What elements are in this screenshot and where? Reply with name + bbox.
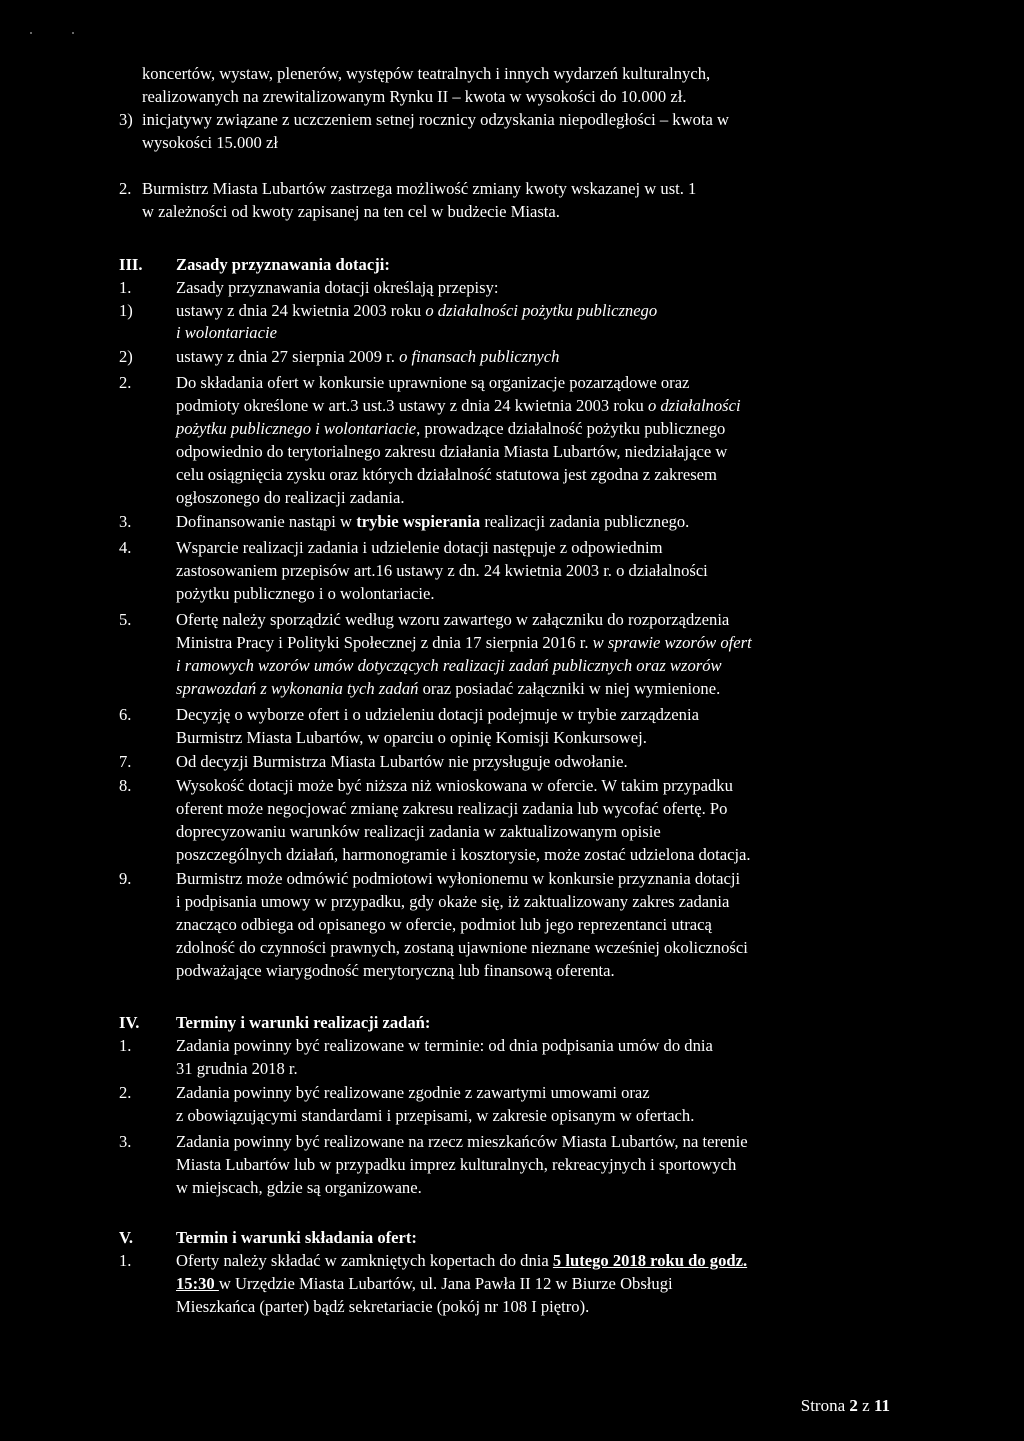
list-number: 4. — [119, 538, 132, 557]
list-item-text: Wsparcie realizacji zadania i udzielenie dotacji następuje z odpowiednim — [176, 538, 663, 557]
list-item-text: Burmistrz Miasta Lubartów, w oparciu o opinię Komisji Konkursowej. — [176, 728, 647, 747]
list-number: 8. — [119, 776, 132, 795]
list-item-text: Miasta Lubartów lub w przypadku imprez kulturalnych, rekreacyjnych i sportowych — [176, 1155, 737, 1174]
list-item-text: Zadania powinny być realizowane w terminie: od dnia podpisania umów do dnia — [176, 1036, 713, 1055]
deadline-date: 5 lutego 2018 roku do godz. — [552, 1251, 748, 1270]
list-number: 1. — [119, 1251, 132, 1270]
act-title: o finansach publicznych — [399, 347, 560, 366]
list-item-text: i podpisania umowy w przypadku, gdy okaże się, iż zaktualizowany zakres zadania — [176, 892, 730, 911]
list-item-text: oferent może negocjować zmianę zakresu realizacji zadania lub wycofać ofertę. Po — [176, 799, 728, 818]
list-item-text: Wysokość dotacji może być niższa niż wnioskowana w ofercie. W takim przypadku — [176, 776, 733, 795]
list-number: 7. — [119, 752, 132, 771]
list-item-text: znacząco odbiega od opisanego w ofercie, podmiot lub jego reprezentanci utracą — [176, 915, 712, 934]
act-title: w sprawie wzorów ofert — [592, 633, 752, 652]
intro-item-line: inicjatywy związane z uczczeniem setnej rocznicy odzyskania niepodległości – kwota w — [142, 110, 729, 129]
text-run: ustawy z dnia 27 sierpnia 2009 r. — [176, 347, 400, 366]
list-item-text: Do składania ofert w konkursie uprawnione są organizacje pozarządowe oraz — [176, 373, 690, 392]
list-item-text — [176, 632, 752, 654]
list-item-text: podważające wiarygodność merytoryczną lub finansową oferenta. — [176, 961, 615, 980]
intro-line: koncertów, wystaw, plenerów, występów teatralnych i innych wydarzeń kulturalnych, — [142, 64, 711, 83]
text-run: , prowadzące działalność pożytku publicznego — [416, 419, 726, 438]
list-item-text: 31 grudnia 2018 r. — [176, 1059, 298, 1078]
emphasis: trybie wspierania — [356, 512, 481, 531]
list-number: 3. — [119, 512, 132, 531]
list-number: 3. — [119, 1132, 132, 1151]
list-item-text: ogłoszonego do realizacji zadania. — [176, 488, 405, 507]
list-number: 1) — [119, 301, 133, 320]
total-pages: 11 — [873, 1396, 890, 1415]
list-item-text — [176, 1250, 747, 1272]
list-item-text: Mieszkańca (parter) bądź sekretariacie (pokój nr 108 I piętro). — [176, 1297, 590, 1316]
list-number: 3) — [119, 110, 133, 129]
list-item-text: Zadania powinny być realizowane na rzecz mieszkańców Miasta Lubartów, na terenie — [176, 1132, 748, 1151]
act-title: i wolontariacie — [176, 323, 277, 342]
scan-speck — [30, 32, 32, 34]
list-item-text: celu osiągnięcia zysku oraz których działalność statutowa jest zgodna z zakresem — [176, 465, 717, 484]
act-title: sprawozdań z wykonania tych zadań — [176, 679, 419, 698]
list-number: 1. — [119, 1036, 132, 1055]
list-number: 9. — [119, 869, 132, 888]
list-item-text: doprecyzowaniu warunków realizacji zadania w zaktualizowanym opisie — [176, 822, 661, 841]
list-item-text — [176, 1273, 673, 1295]
current-page: 2 — [849, 1396, 858, 1415]
act-title: o działalności — [647, 396, 741, 415]
list-item-text: poszczególnych działań, harmonogramie i kosztorysie, może zostać udzielona dotacja. — [176, 845, 751, 864]
act-title: i ramowych wzorów umów dotyczących realizacji zadań publicznych oraz wzorów — [176, 656, 722, 675]
footer-prefix: Strona — [800, 1396, 850, 1415]
list-item-text — [176, 300, 657, 322]
list-item-text: odpowiednio do terytorialnego zakresu działania Miasta Lubartów, niedziałające w — [176, 442, 728, 461]
text-run: oraz posiadać załączniki w niej wymienione. — [418, 679, 721, 698]
list-item-text: z obowiązującymi standardami i przepisami, w zakresie opisanym w ofertach. — [176, 1106, 695, 1125]
text-run: podmioty określone w art.3 ust.3 ustawy z dnia 24 kwietnia 2003 roku — [176, 396, 648, 415]
list-number: 1. — [119, 278, 132, 297]
list-item-text: zastosowaniem przepisów art.16 ustawy z dn. 24 kwietnia 2003 r. o działalności — [176, 561, 708, 580]
list-item-text — [176, 511, 689, 533]
intro-line: realizowanych na zrewitalizowanym Rynku II – kwota w wysokości do 10.000 zł. — [142, 87, 687, 106]
text-run: w Urzędzie Miasta Lubartów, ul. Jana Pawła II 12 w Biurze Obsługi — [218, 1274, 673, 1293]
section-title: Zasady przyznawania dotacji: — [176, 255, 390, 274]
paragraph-line: Burmistrz Miasta Lubartów zastrzega możliwość zmiany kwoty wskazanej w ust. 1 — [142, 179, 697, 198]
list-number: 2) — [119, 347, 133, 366]
list-item-text — [176, 678, 720, 700]
list-item-text: Zasady przyznawania dotacji określają przepisy: — [176, 278, 499, 297]
section-number: IV. — [119, 1013, 140, 1032]
list-number: 2. — [119, 179, 132, 198]
text-run: ustawy z dnia 24 kwietnia 2003 roku — [176, 301, 426, 320]
act-title: pożytku publicznego i wolontariacie — [176, 419, 417, 438]
list-number: 2. — [119, 373, 132, 392]
list-item-text: w miejscach, gdzie są organizowane. — [176, 1178, 422, 1197]
section-number: V. — [119, 1228, 133, 1247]
text-run: Ministra Pracy i Polityki Społecznej z dnia 17 sierpnia 2016 r. — [176, 633, 593, 652]
list-item-text — [176, 418, 725, 440]
footer-mid: z — [857, 1396, 874, 1415]
list-number: 6. — [119, 705, 132, 724]
list-item-text: pożytku publicznego i o wolontariacie. — [176, 584, 435, 603]
act-title: o działalności pożytku publicznego — [425, 301, 658, 320]
section-number: III. — [119, 255, 143, 274]
list-item-text: zdolność do czynności prawnych, zostaną ujawnione nieznane wcześniej okoliczności — [176, 938, 748, 957]
list-item-text: Ofertę należy sporządzić według wzoru zawartego w załączniku do rozporządzenia — [176, 610, 730, 629]
list-item-text: Od decyzji Burmistrza Miasta Lubartów nie przysługuje odwołanie. — [176, 752, 628, 771]
section-title: Termin i warunki składania ofert: — [176, 1228, 417, 1247]
list-item-text: Zadania powinny być realizowane zgodnie z zawartymi umowami oraz — [176, 1083, 650, 1102]
list-number: 5. — [119, 610, 132, 629]
list-item-text — [176, 346, 559, 368]
text-run: Oferty należy składać w zamkniętych kopertach do dnia — [176, 1251, 553, 1270]
list-item-text — [176, 395, 741, 417]
section-title: Terminy i warunki realizacji zadań: — [176, 1013, 431, 1032]
intro-item-line: wysokości 15.000 zł — [142, 133, 278, 152]
page-footer — [801, 1396, 890, 1416]
list-item-text: Decyzję o wyborze ofert i o udzieleniu dotacji podejmuje w trybie zarządzenia — [176, 705, 699, 724]
list-item-text: Burmistrz może odmówić podmiotowi wyłonionemu w konkursie przyznania dotacji — [176, 869, 741, 888]
deadline-time: 15:30 — [176, 1274, 219, 1293]
scan-speck — [72, 32, 74, 34]
paragraph-line: w zależności od kwoty zapisanej na ten cel w budżecie Miasta. — [142, 202, 560, 221]
text-run: realizacji zadania publicznego. — [480, 512, 690, 531]
text-run: Dofinansowanie nastąpi w — [176, 512, 357, 531]
list-number: 2. — [119, 1083, 132, 1102]
